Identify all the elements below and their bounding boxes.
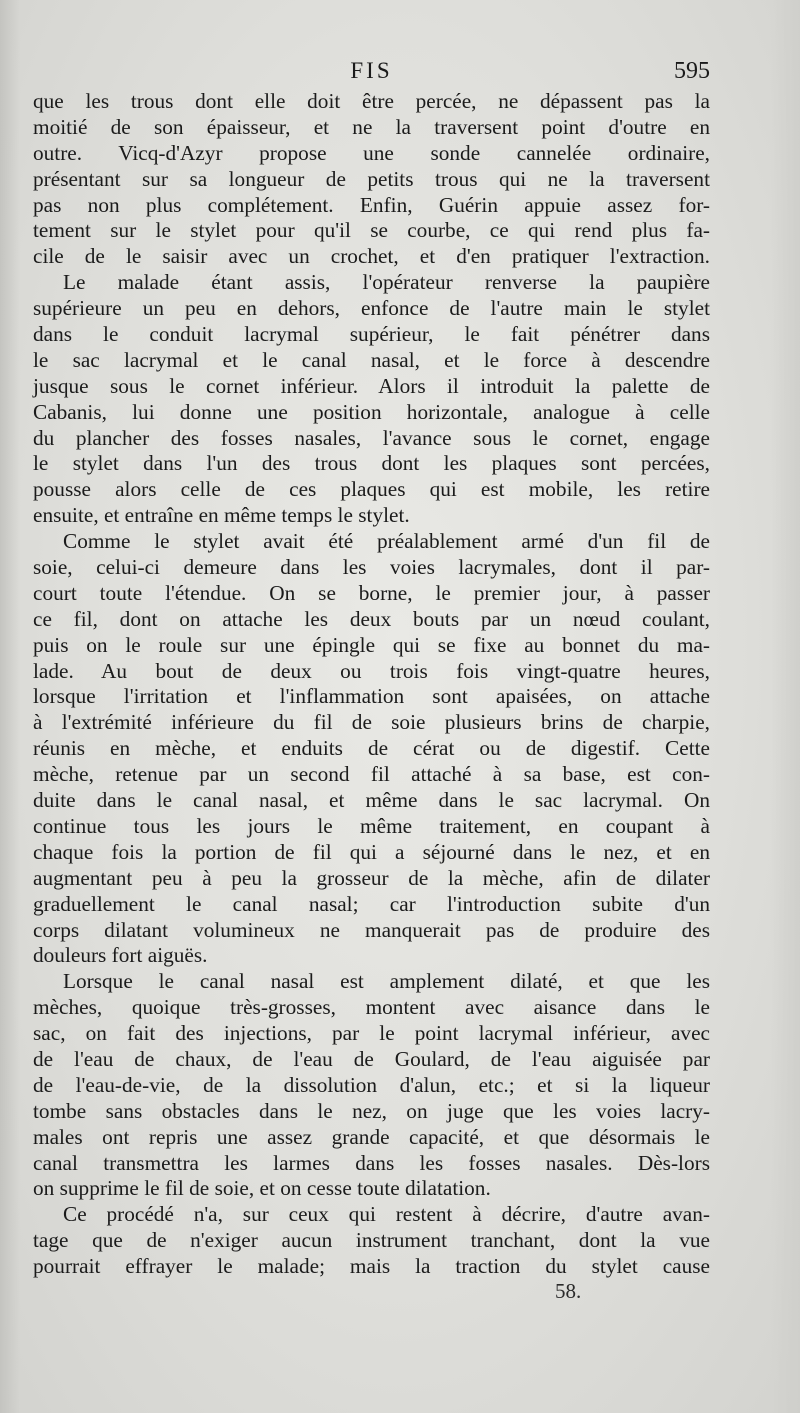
page-shadow-right [770,0,800,1413]
text-line: sac, on fait des injections, par le point lacrymal inférieur, avec [33,1021,710,1046]
text-line: à l'extrémité inférieure du fil de soie plusieurs brins de charpie, [33,710,710,735]
running-head: FIS [350,58,393,83]
text-line: outre. Vicq-d'Azyr propose une sonde cannelée ordinaire, [33,140,710,165]
signature-mark: 58. [555,1279,582,1303]
text-line: court toute l'étendue. On se borne, le premier jour, à passer [33,580,710,605]
body-text [33,89,710,1280]
paragraph-end-line: on supprime le fil de soie, et on cesse toute dilatation. [33,1176,491,1201]
text-line: pas non plus complétement. Enfin, Guérin appuie assez for- [33,192,710,217]
text-line: Cabanis, lui donne une position horizontale, analogue à celle [33,399,710,424]
text-line: tement sur le stylet pour qu'il se courbe, ce qui rend plus fa- [33,218,710,243]
text-line: que les trous dont elle doit être percée, ne dépassent pas la [33,89,710,113]
text-line: dans le conduit lacrymal supérieur, le fait pénétrer dans [33,322,710,347]
text-line: males ont repris une assez grande capacité, et que désormais le [33,1124,710,1149]
text-line: corps dilatant volumineux ne manquerait pas de produire des [33,917,710,942]
text-line: jusque sous le cornet inférieur. Alors il introduit la palette de [33,373,710,398]
paragraph-start-line: Le malade étant assis, l'opérateur renverse la paupière [63,270,710,295]
text-line: graduellement le canal nasal; car l'introduction subite d'un [33,891,710,916]
text-line: mèche, retenue par un second fil attaché à sa base, est con- [33,762,710,787]
text-line: pousse alors celle de ces plaques qui est mobile, les retire [33,477,710,502]
text-line: du plancher des fosses nasales, l'avance sous le cornet, engage [33,425,710,450]
paragraph-end-line: ensuite, et entraîne en même temps le stylet. [33,503,410,528]
text-line: tage que de n'exiger aucun instrument tranchant, dont la vue [33,1228,710,1253]
text-line: continue tous les jours le même traitement, en coupant à [33,813,710,838]
page-number: 595 [674,58,710,84]
text-line: lade. Au bout de deux ou trois fois vingt-quatre heures, [33,658,710,683]
paragraph-end-line: douleurs fort aiguës. [33,943,208,968]
text-line: duite dans le canal nasal, et même dans le sac lacrymal. On [33,788,710,813]
page-shadow-left [0,0,20,1413]
text-line: le stylet dans l'un des trous dont les plaques sont percées, [33,451,710,476]
text-line: pourrait effrayer le malade; mais la traction du stylet cause [33,1254,710,1279]
text-line: tombe sans obstacles dans le nez, on juge que les voies lacry- [33,1098,710,1123]
text-line: lorsque l'irritation et l'inflammation sont apaisées, on attache [33,684,710,709]
text-line: puis on le roule sur une épingle qui se fixe au bonnet du ma- [33,632,710,657]
paragraph-start-line: Lorsque le canal nasal est amplement dilaté, et que les [63,969,710,994]
text-line: augmentant peu à peu la grosseur de la mèche, afin de dilater [33,865,710,890]
text-line: moitié de son épaisseur, et ne la traversent point d'outre en [33,114,710,139]
text-line: réunis en mèche, et enduits de cérat ou de digestif. Cette [33,736,710,761]
text-line: de l'eau-de-vie, de la dissolution d'alun, etc.; et si la liqueur [33,1072,710,1097]
text-line: soie, celui-ci demeure dans les voies lacrymales, dont il par- [33,555,710,580]
text-line: mèches, quoique très-grosses, montent avec aisance dans le [33,995,710,1020]
text-line: chaque fois la portion de fil qui a séjourné dans le nez, et en [33,839,710,864]
page-header [33,58,710,92]
text-line: de l'eau de chaux, de l'eau de Goulard, de l'eau aiguisée par [33,1046,710,1071]
text-line: présentant sur sa longueur de petits trous qui ne la traversent [33,166,710,191]
paragraph-start-line: Comme le stylet avait été préalablement armé d'un fil de [63,529,710,554]
text-line: ce fil, dont on attache les deux bouts par un nœud coulant, [33,606,710,631]
text-line: supérieure un peu en dehors, enfonce de l'autre main le stylet [33,296,710,321]
text-line: cile de le saisir avec un crochet, et d'en pratiquer l'extraction. [33,244,710,269]
text-line: canal transmettra les larmes dans les fosses nasales. Dès-lors [33,1150,710,1175]
text-line: le sac lacrymal et le canal nasal, et le force à descendre [33,347,710,372]
paragraph-start-line: Ce procédé n'a, sur ceux qui restent à décrire, d'autre avan- [63,1202,710,1227]
